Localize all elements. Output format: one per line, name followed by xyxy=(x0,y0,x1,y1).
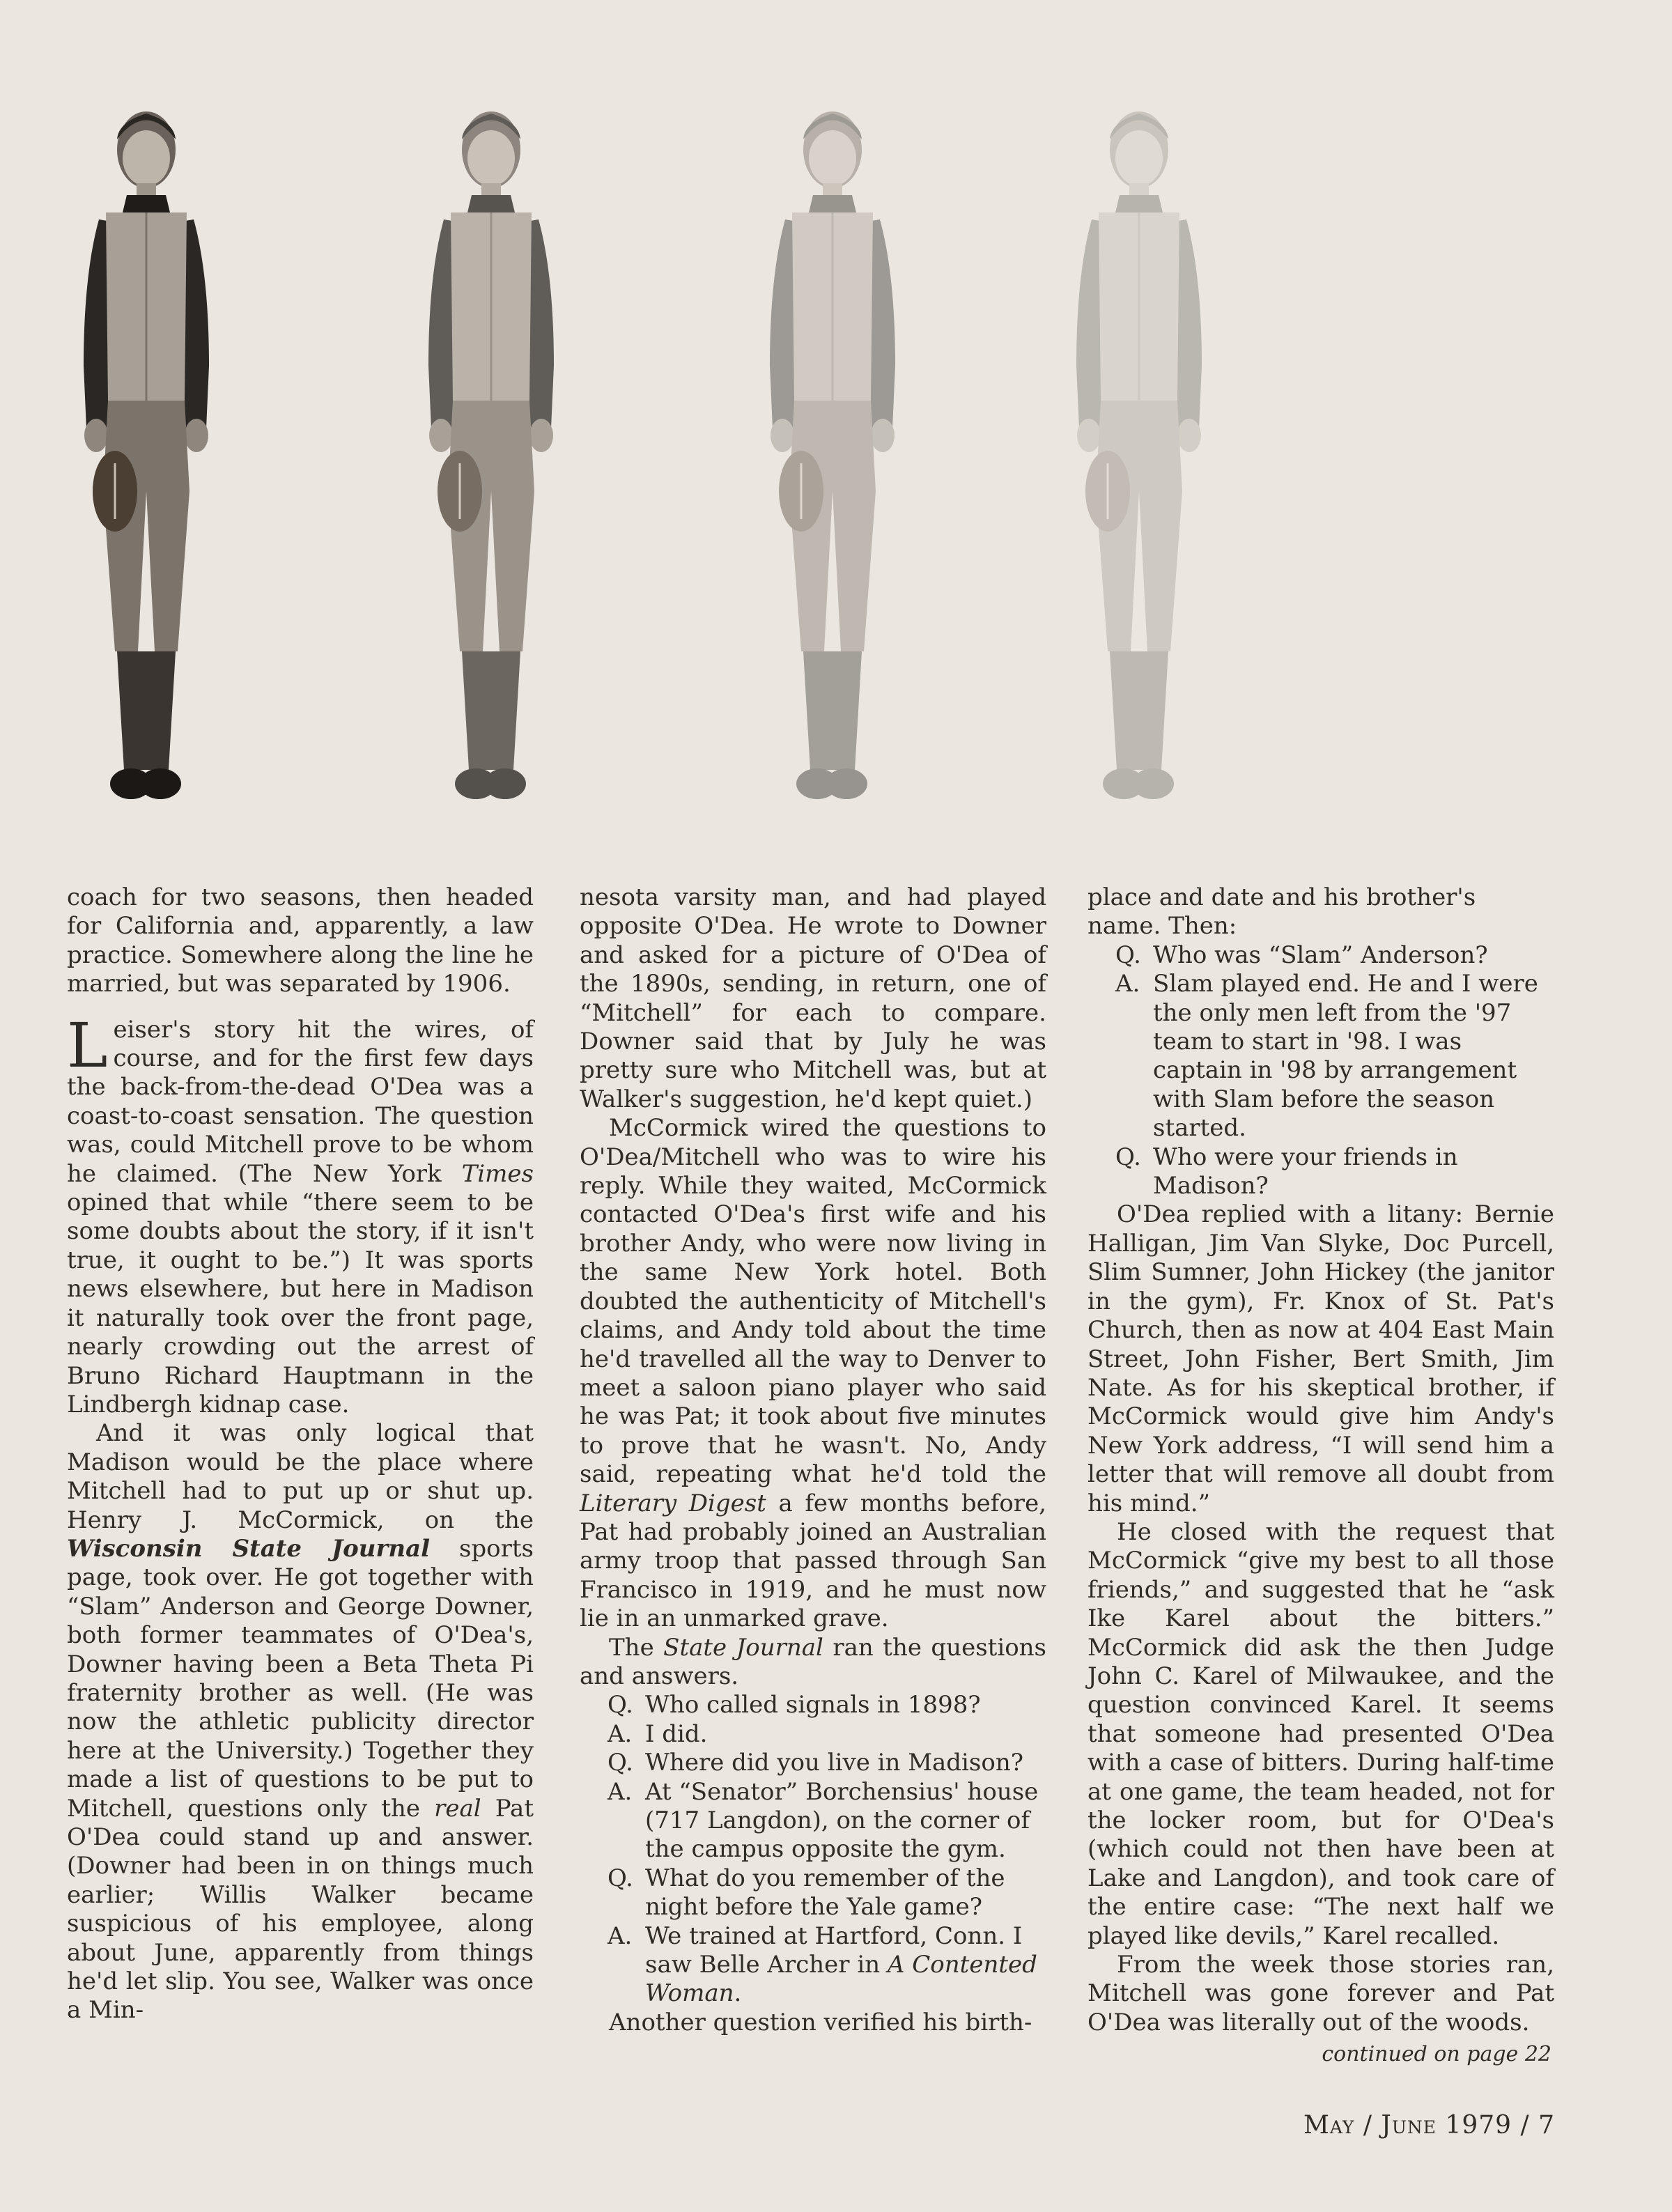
player-photo-1 xyxy=(42,101,251,826)
text-run: Pat O'Dea could stand up and answer. (Downer had been in on things much earlier; Willis Walker became suspicious of his employee, along about June, apparently from things he'd let slip. You see, Walker was once a Min- xyxy=(67,1794,534,2025)
text-run: McCormick wired the questions to O'Dea/Mitchell who was to wire his reply. While they waited, McCormick contacted O'Dea's first wife and his brother Andy, who were now living in the same New York hotel. Both doubted the authenticity of Mitchell's claims, and Andy told about the time he'd travelled all the way to Denver to meet a saloon piano player who said he was Pat; it took about five minutes to prove that he wasn't. No, Andy said, repeating what he'd told the xyxy=(580,1114,1046,1489)
page-folio: May / June 1979 / 7 xyxy=(1303,2111,1555,2140)
player-photo-2 xyxy=(387,101,596,826)
continued-note: continued on page 22 xyxy=(1322,2042,1551,2067)
qa-item: A. We trained at Hartford, Conn. I saw Belle Archer in A Contented Woman. xyxy=(607,1921,1037,2008)
text-run: a few months before, Pat had probably joined an Australian army troop that passed through San Francisco in 1919, and he must now lie in an unmarked grave. xyxy=(580,1489,1046,1633)
paragraph: place and date and his brother's name. Then: xyxy=(1087,883,1476,941)
qa-item: A. I did. xyxy=(607,1719,708,1748)
paragraph xyxy=(67,1009,534,1420)
italic-text: Times xyxy=(461,1159,534,1188)
paragraph xyxy=(580,1634,1046,1692)
paragraph: coach for two seasons, then headed for California and, apparently, a law practice. Somewhere along the line he married, but was separated by 1906. xyxy=(67,883,534,998)
paragraph xyxy=(580,1114,1046,1633)
paragraph xyxy=(67,1419,534,2025)
text-run: The xyxy=(609,1633,664,1662)
italic-text: real xyxy=(434,1794,481,1823)
player-photo-4 xyxy=(1035,101,1244,826)
text-run: ran the questions and answers. xyxy=(580,1633,1047,1690)
paragraph: He closed with the request that McCormick “give my best to all those friends,” and suggested that he “ask Ike Karel about the bitters.” McCormick did ask the then Judge John C. Karel of Milwaukee, and the question convinced Karel. It seems that someone had presented O'Dea with a case of bitters. During half-time at one game, the team headed, not for the locker room, but for O'Dea's (which could not then have been at Lake and Langdon), and took care of the entire case: “The next half we played like devils,” Karel recalled. xyxy=(1087,1517,1554,1950)
paragraph: nesota varsity man, and had played opposite O'Dea. He wrote to Downer and asked for a picture of O'Dea of the 1890s, sending, in return, one of “Mitchell” for each to compare. Downer said that by July he was pretty sure who Mitchell was, but at Walker's suggestion, he'd kept quiet.) xyxy=(580,883,1046,1113)
drop-cap: L xyxy=(67,1009,108,1081)
paragraph: Another question verified his birth- xyxy=(609,2008,1032,2036)
italic-text: Literary Digest xyxy=(580,1489,766,1517)
qa-item: Q. Where did you live in Madison? xyxy=(607,1749,1023,1777)
column-2 xyxy=(580,883,1046,2037)
qa-item: A. Slam played end. He and I were the only men left from the '97 team to start in '98. I was captain in '98 by arrangement with Slam before the season started. xyxy=(1115,970,1538,1143)
italic-text: Wisconsin State Journal xyxy=(67,1534,431,1563)
paragraph: From the week those stories ran, Mitchell was gone forever and Pat O'Dea was literally out of the woods. xyxy=(1087,1951,1554,2036)
text-run: opined that while “there seem to be some doubts about the story, if it isn't true, it ought to be.”) It was sports news elsewhere, but here in Madison it naturally took over the front page, nearly crowding out the arrest of Bruno Richard Hauptmann in the Lindbergh kidnap case. xyxy=(67,1189,534,1418)
qa-item: Q. Who was “Slam” Anderson? xyxy=(1115,941,1488,969)
football-player-figure xyxy=(1035,101,1244,826)
paragraph: O'Dea replied with a litany: Bernie Halligan, Jim Van Slyke, Doc Purcell, Slim Sumner, John Hickey (the janitor in the gym), Fr. Knox of St. Pat's Church, then as now at 404 East Main Street, John Fisher, Bert Smith, Jim Nate. As for his skeptical brother, if McCormick would give him Andy's New York address, “I will send him a letter that will remove all doubt from his mind.” xyxy=(1087,1200,1554,1517)
column-3 xyxy=(1087,883,1554,2069)
player-photo-strip xyxy=(42,101,1254,840)
football-player-figure xyxy=(728,101,937,826)
football-player-figure xyxy=(387,101,596,826)
qa-item: A. At “Senator” Borchensius' house (717 Langdon), on the corner of the campus opposite the gym. xyxy=(607,1777,1039,1864)
italic-text: A Contented Woman xyxy=(645,1951,1037,2008)
text-run: And it was only logical that Madison would be the place where Mitchell had to put up or shut up. Henry J. McCormick, on the xyxy=(67,1419,534,1534)
qa-item: Q. What do you remember of the night before the Yale game? xyxy=(607,1864,1005,1921)
column-1 xyxy=(67,883,534,2025)
qa-item: Q. Who called signals in 1898? xyxy=(607,1691,981,1719)
football-player-figure xyxy=(42,101,251,826)
text-run: sports page, took over. He got together with “Slam” Anderson and George Downer, both former teammates of O'Dea's, Downer having been a Beta Theta Pi fraternity brother as well. (He was now the athletic publicity director here at the University.) Together they made a list of questions to be put to Mitchell, questions only the xyxy=(67,1534,534,1823)
qa-item: Q. Who were your friends in Madison? xyxy=(1115,1143,1458,1200)
italic-text: State Journal xyxy=(663,1633,823,1662)
text-run: eiser's story hit the wires, of course, and for the first few days the back-from-the-dead O'Dea was a coast-to-coast sensation. The question was, could Mitchell prove to be whom he claimed. (The New York xyxy=(67,1015,534,1188)
player-photo-3 xyxy=(728,101,937,826)
